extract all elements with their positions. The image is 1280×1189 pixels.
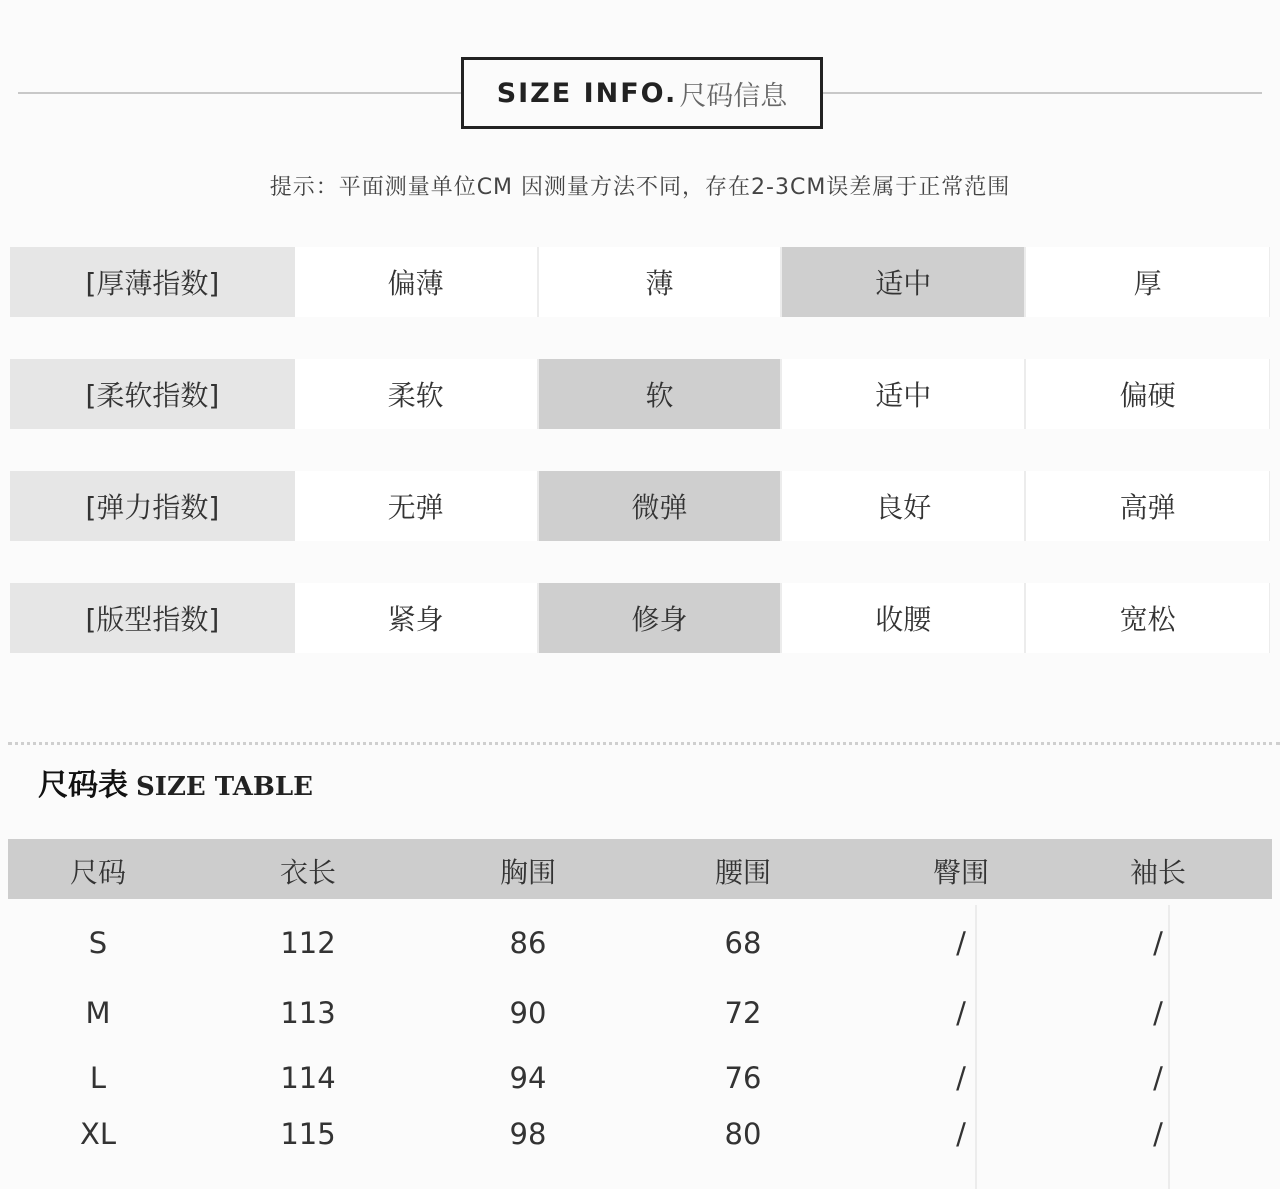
index-option-selected: 修身 [539,583,783,653]
table-cell: / [956,926,966,960]
size-info-title [461,57,823,129]
header-rule-right [822,92,1262,94]
index-option: 适中 [782,359,1026,429]
column-header: 臀围 [932,856,989,889]
table-cell: 68 [724,926,762,960]
table-row [8,1049,1272,1109]
index-option-selected: 微弹 [539,471,783,541]
index-option: 宽松 [1026,583,1270,653]
table-cell: 115 [280,1117,336,1151]
measurement-tip: 提示：平面测量单位CM 因测量方法不同，存在2-3CM误差属于正常范围 [269,175,1011,200]
size-table-header [8,839,1272,899]
column-header: 胸围 [499,856,556,889]
table-cell: M [85,996,111,1030]
table-row [8,984,1272,1044]
table-row [8,1105,1272,1165]
index-option: 无弹 [295,471,539,541]
section-divider [8,742,1280,745]
index-option: 良好 [782,471,1026,541]
table-cell: 86 [509,926,547,960]
index-label: [厚薄指数] [10,247,295,317]
table-cell: 76 [724,1061,762,1095]
index-option: 偏硬 [1026,359,1270,429]
header-rule-left [18,92,462,94]
index-label: [弹力指数] [10,471,295,541]
size-table-title-cn: 尺码表 [38,768,128,803]
table-cell: 112 [280,926,336,960]
table-cell: 114 [280,1061,336,1095]
table-row [8,914,1272,974]
table-cell: 72 [724,996,762,1030]
size-table-title-en: SIZE TABLE [136,772,313,802]
table-cell: / [1153,926,1163,960]
index-option: 紧身 [295,583,539,653]
elasticity-index-row [10,471,1270,541]
table-cell: 80 [724,1117,762,1151]
table-cell: 90 [509,996,547,1030]
table-cell: / [1153,1061,1163,1095]
index-option-selected: 适中 [782,247,1026,317]
column-header: 尺码 [69,856,126,889]
table-cell: / [956,996,966,1030]
column-header: 腰围 [714,856,771,889]
thickness-index-row [10,247,1270,317]
index-option: 高弹 [1026,471,1270,541]
index-label: [版型指数] [10,583,295,653]
index-option: 柔软 [295,359,539,429]
index-option-selected: 软 [539,359,783,429]
table-cell: / [1153,996,1163,1030]
table-cell: XL [79,1117,117,1151]
size-info-title-cn: 尺码信息 [679,80,788,112]
table-cell: S [88,926,108,960]
softness-index-row [10,359,1270,429]
index-option: 收腰 [782,583,1026,653]
table-cell: 94 [509,1061,547,1095]
index-option: 偏薄 [295,247,539,317]
index-option: 薄 [539,247,783,317]
size-table-title [38,760,313,804]
table-cell: 113 [280,996,336,1030]
column-header: 衣长 [279,856,336,889]
fit-index-row [10,583,1270,653]
index-label: [柔软指数] [10,359,295,429]
index-option: 厚 [1026,247,1270,317]
table-cell: / [956,1117,966,1151]
table-cell: L [89,1061,107,1095]
table-cell: / [1153,1117,1163,1151]
table-cell: 98 [509,1117,547,1151]
size-info-title-en: SIZE INFO. [496,77,678,109]
column-header: 袖长 [1129,856,1186,889]
table-cell: / [956,1061,966,1095]
